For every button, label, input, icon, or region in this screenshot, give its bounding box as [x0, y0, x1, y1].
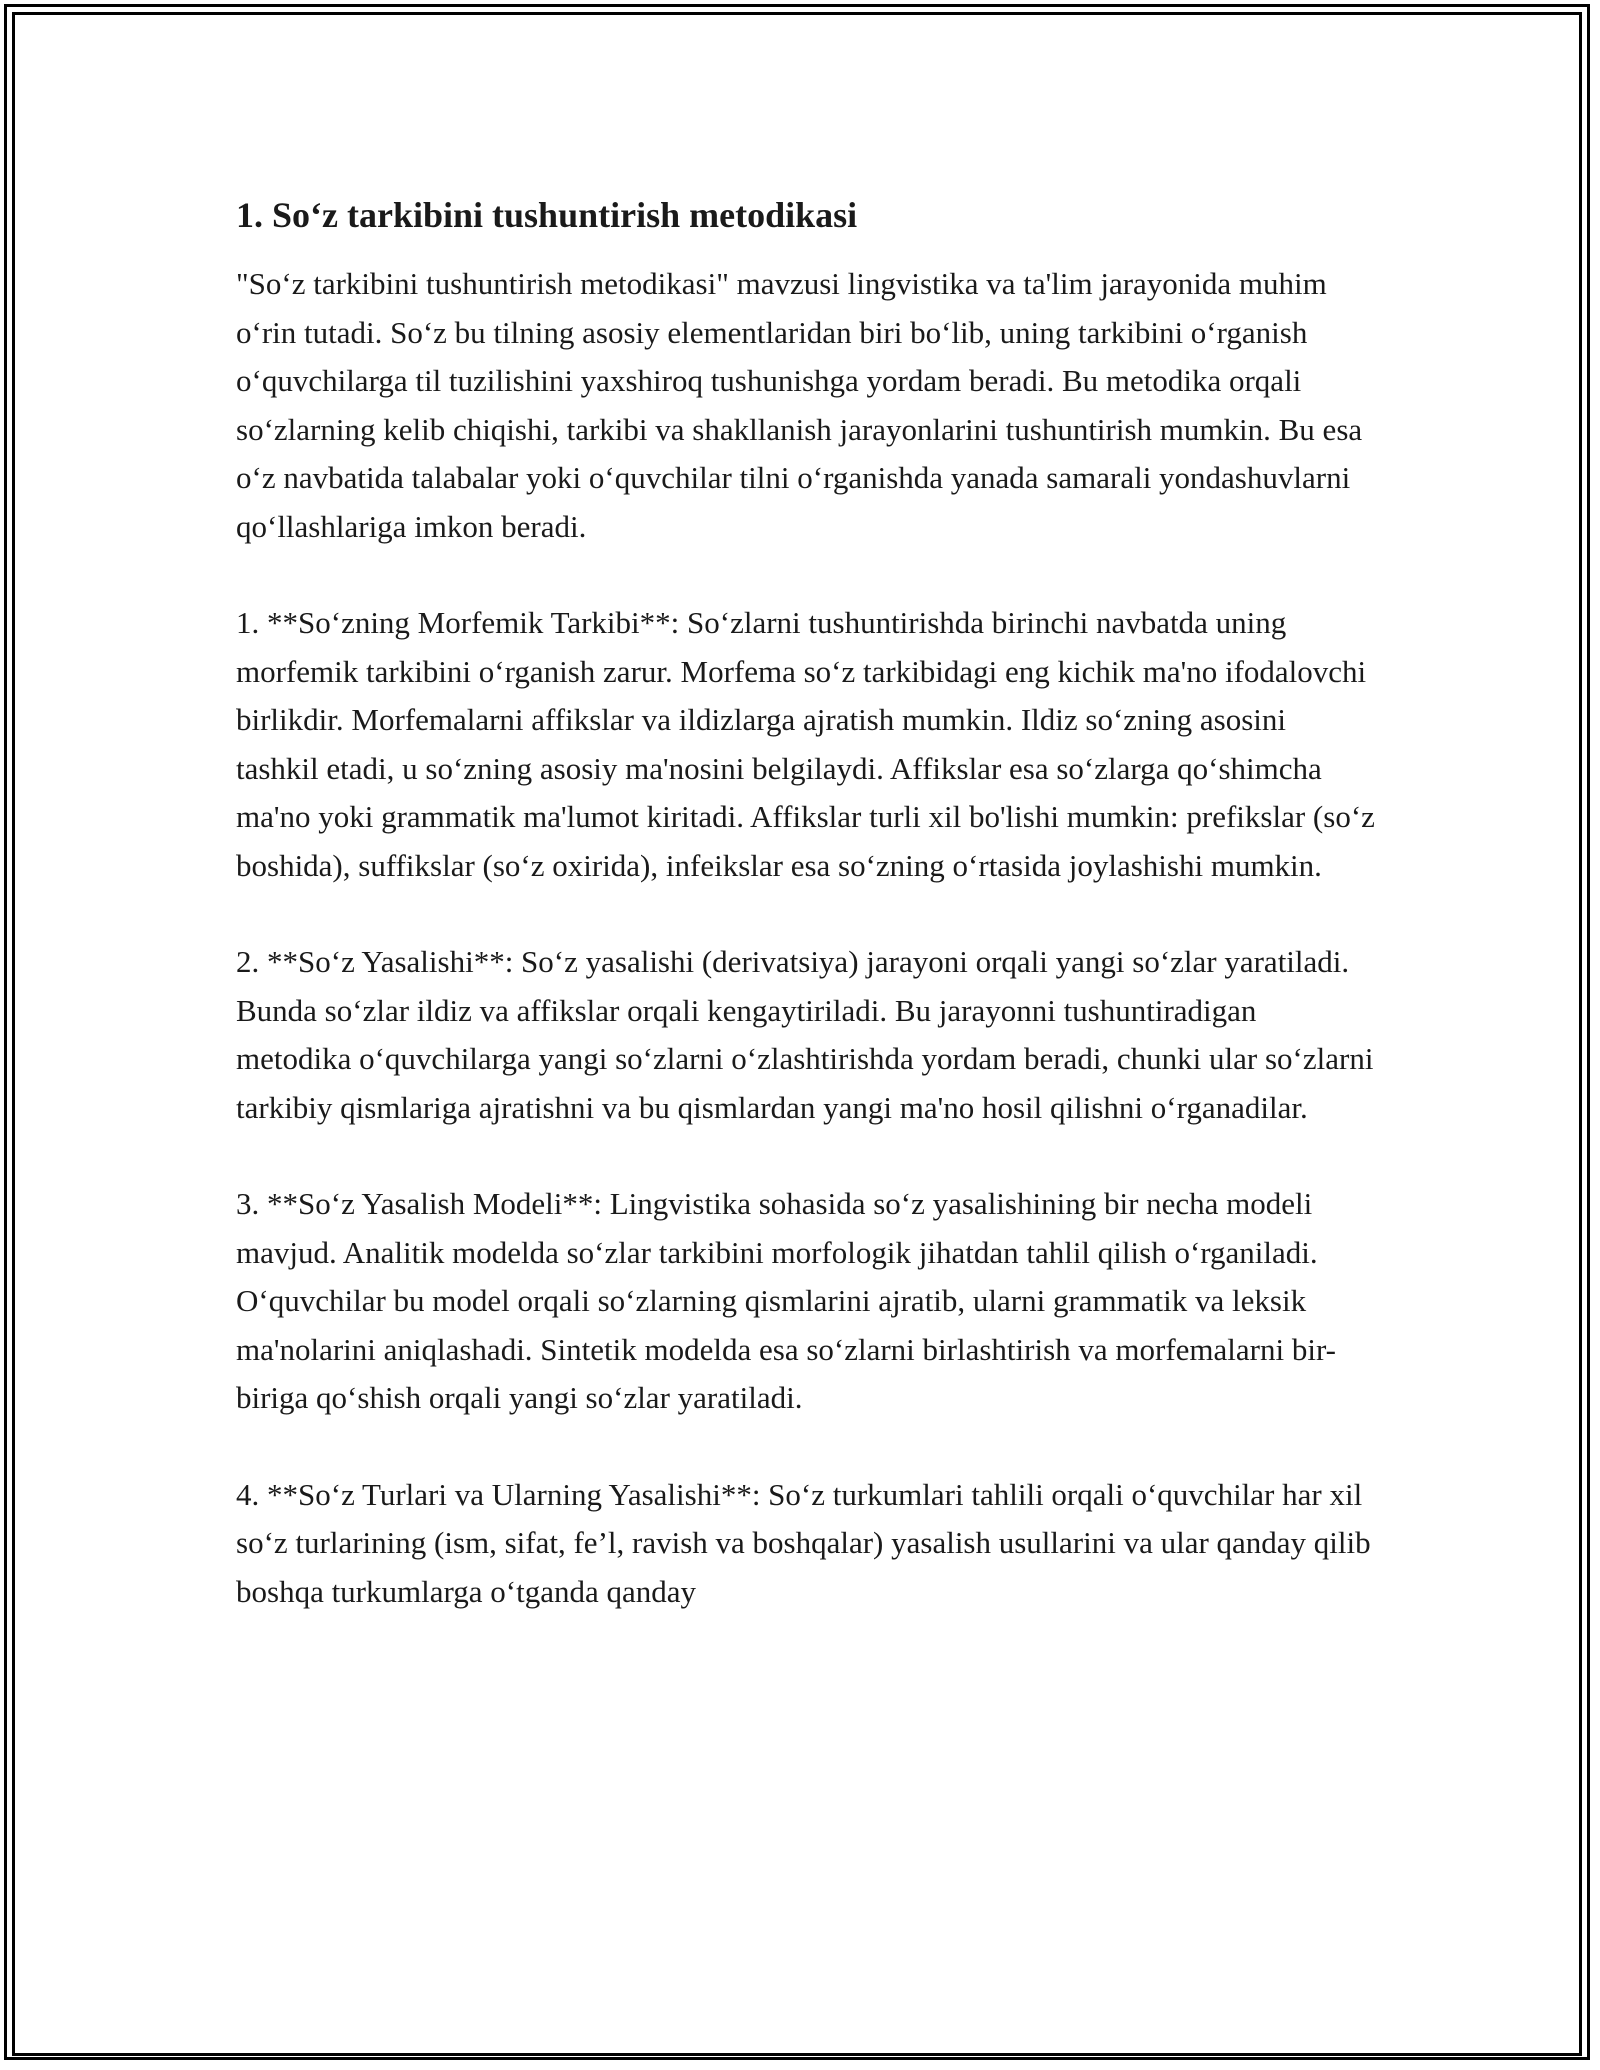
paragraph-yasalish-modeli: 3. **So‘z Yasalish Modeli**: Lingvistika sohasida so‘z yasalishining bir necha modeli mavjud. Analitik modelda so‘zlar tarkibini morfologik jihatdan tahlil qilish o‘rganiladi. O‘quvchilar bu model orqali so‘zlarning qismlarini ajratib, ularni grammatik va leksik ma'nolarini aniqlashadi. Sintetik modelda esa so‘zlarni birlashtirish va morfemalarni bir-biriga qo‘shish orqali yangi so‘zlar yaratiladi.: [236, 1186, 1336, 1415]
intro-paragraph: "So‘z tarkibini tushuntirish metodikasi" mavzusi lingvistika va ta'lim jarayonida muhim o‘rin tutadi. So‘z bu tilning asosiy elementlaridan biri bo‘lib, uning tarkibini o‘rganish o‘quvchilarga til tuzilishini yaxshiroq tushunishga yordam beradi. Bu metodika orqali so‘zlarning kelib chiqishi, tarkibi va shakllanish jarayonlarini tushuntirish mumkin. Bu esa o‘z navbatida talabalar yoki o‘quvchilar tilni o‘rganishda yanada samarali yondashuvlarni qo‘llashlariga imkon beradi.: [236, 266, 1363, 544]
paragraph-soz-yasalishi: 2. **So‘z Yasalishi**: So‘z yasalishi (derivatsiya) jarayoni orqali yangi so‘zlar yaratiladi. Bunda so‘zlar ildiz va affikslar orqali kengaytiriladi. Bu jarayonni tushuntiradigan metodika o‘quvchilarga yangi so‘zlarni o‘zlashtirishda yordam beradi, chunki ular so‘zlarni tarkibiy qismlariga ajratishni va bu qismlardan yangi ma'no hosil qilishni o‘rganadilar.: [236, 944, 1374, 1125]
document-body: [236, 190, 1376, 1664]
paragraph-morfemik-tarkibi: 1. **So‘zning Morfemik Tarkibi**: So‘zlarni tushuntirishda birinchi navbatda uning morfemik tarkibini o‘rganish zarur. Morfema so‘z tarkibidagi eng kichik ma'no ifodalovchi birlikdir. Morfemalarni affikslar va ildizlarga ajratish mumkin. Ildiz so‘zning asosini tashkil etadi, u so‘zning asosiy ma'nosini belgilaydi. Affikslar esa so‘zlarga qo‘shimcha ma'no yoki grammatik ma'lumot kiritadi. Affikslar turli xil bo'lishi mumkin: prefikslar (so‘z boshida), suffikslar (so‘z oxirida), infeikslar esa so‘zning o‘rtasida joylashishi mumkin.: [236, 605, 1375, 883]
document-title: 1. So‘z tarkibini tushuntirish metodikasi: [236, 195, 858, 235]
paragraph-soz-turlari: 4. **So‘z Turlari va Ularning Yasalishi**: So‘z turkumlari tahlili orqali o‘quvchilar har xil so‘z turlarining (ism, sifat, fe’l, ravish va boshqalar) yasalish usullarini va ular qanday qilib boshqa turkumlarga o‘tganda qanday: [236, 1476, 1371, 1609]
